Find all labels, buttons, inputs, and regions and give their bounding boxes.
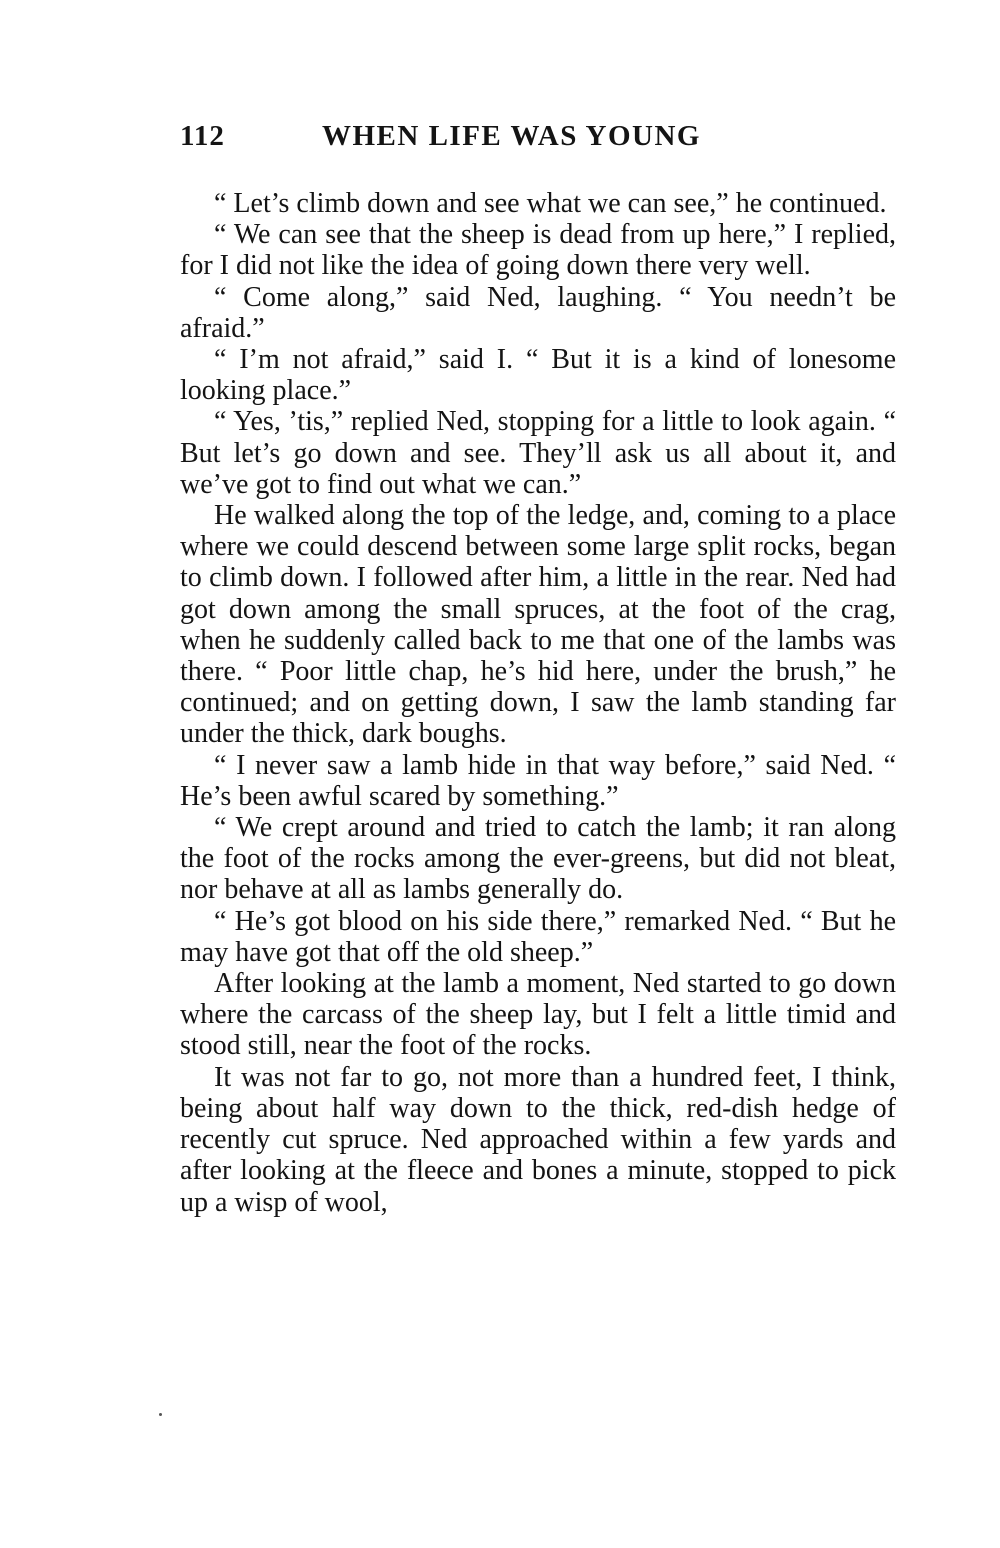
paragraph: “ I never saw a lamb hide in that way before,” said Ned. “ He’s been awful scared by something.” [180,749,896,812]
paragraph: “ Yes, ’tis,” replied Ned, stopping for a little to look again. “ But let’s go down and see. They’ll ask us all about it, and we’ve got to find out what we can.” [180,406,896,500]
paragraph: “ I’m not afraid,” said I. “ But it is a kind of lonesome looking place.” [180,344,896,407]
running-title: WHEN LIFE WAS YOUNG [322,120,701,152]
paragraph: After looking at the lamb a moment, Ned started to go down where the carcass of the sheep lay, but I felt a little timid and stood still, near the foot of the rocks. [180,968,896,1062]
paragraph: It was not far to go, not more than a hundred feet, I think, being about half way down to the thick, red-dish hedge of recently cut spruce. Ned approached within a few yards and after looking at the fleece and bones a minute, stopped to pick up a wisp of wool, [180,1061,896,1218]
paragraph: “ We can see that the sheep is dead from up here,” I replied, for I did not like the idea of going down there very well. [180,219,896,282]
page-header [180,120,900,156]
page-number: 112 [180,120,225,152]
paragraph: “ Let’s climb down and see what we can see,” he continued. [214,188,887,219]
paragraph: “ Come along,” said Ned, laughing. “ You needn’t be afraid.” [180,281,896,344]
body-text [180,188,896,1218]
print-speck [159,1413,162,1416]
paragraph: “ We crept around and tried to catch the lamb; it ran along the foot of the rocks among the ever-greens, but did not bleat, nor behave at all as lambs generally do. [180,812,896,906]
paragraph: He walked along the top of the ledge, and, coming to a place where we could descend between some large split rocks, began to climb down. I followed after him, a little in the rear. Ned had got down among the small spruces, at the foot of the crag, when he suddenly called back to me that one of the lambs was there. “ Poor little chap, he’s hid here, under the brush,” he continued; and on getting down, I saw the lamb standing far under the thick, dark boughs. [180,500,896,750]
paragraph: “ He’s got blood on his side there,” remarked Ned. “ But he may have got that off the old sheep.” [180,905,896,968]
